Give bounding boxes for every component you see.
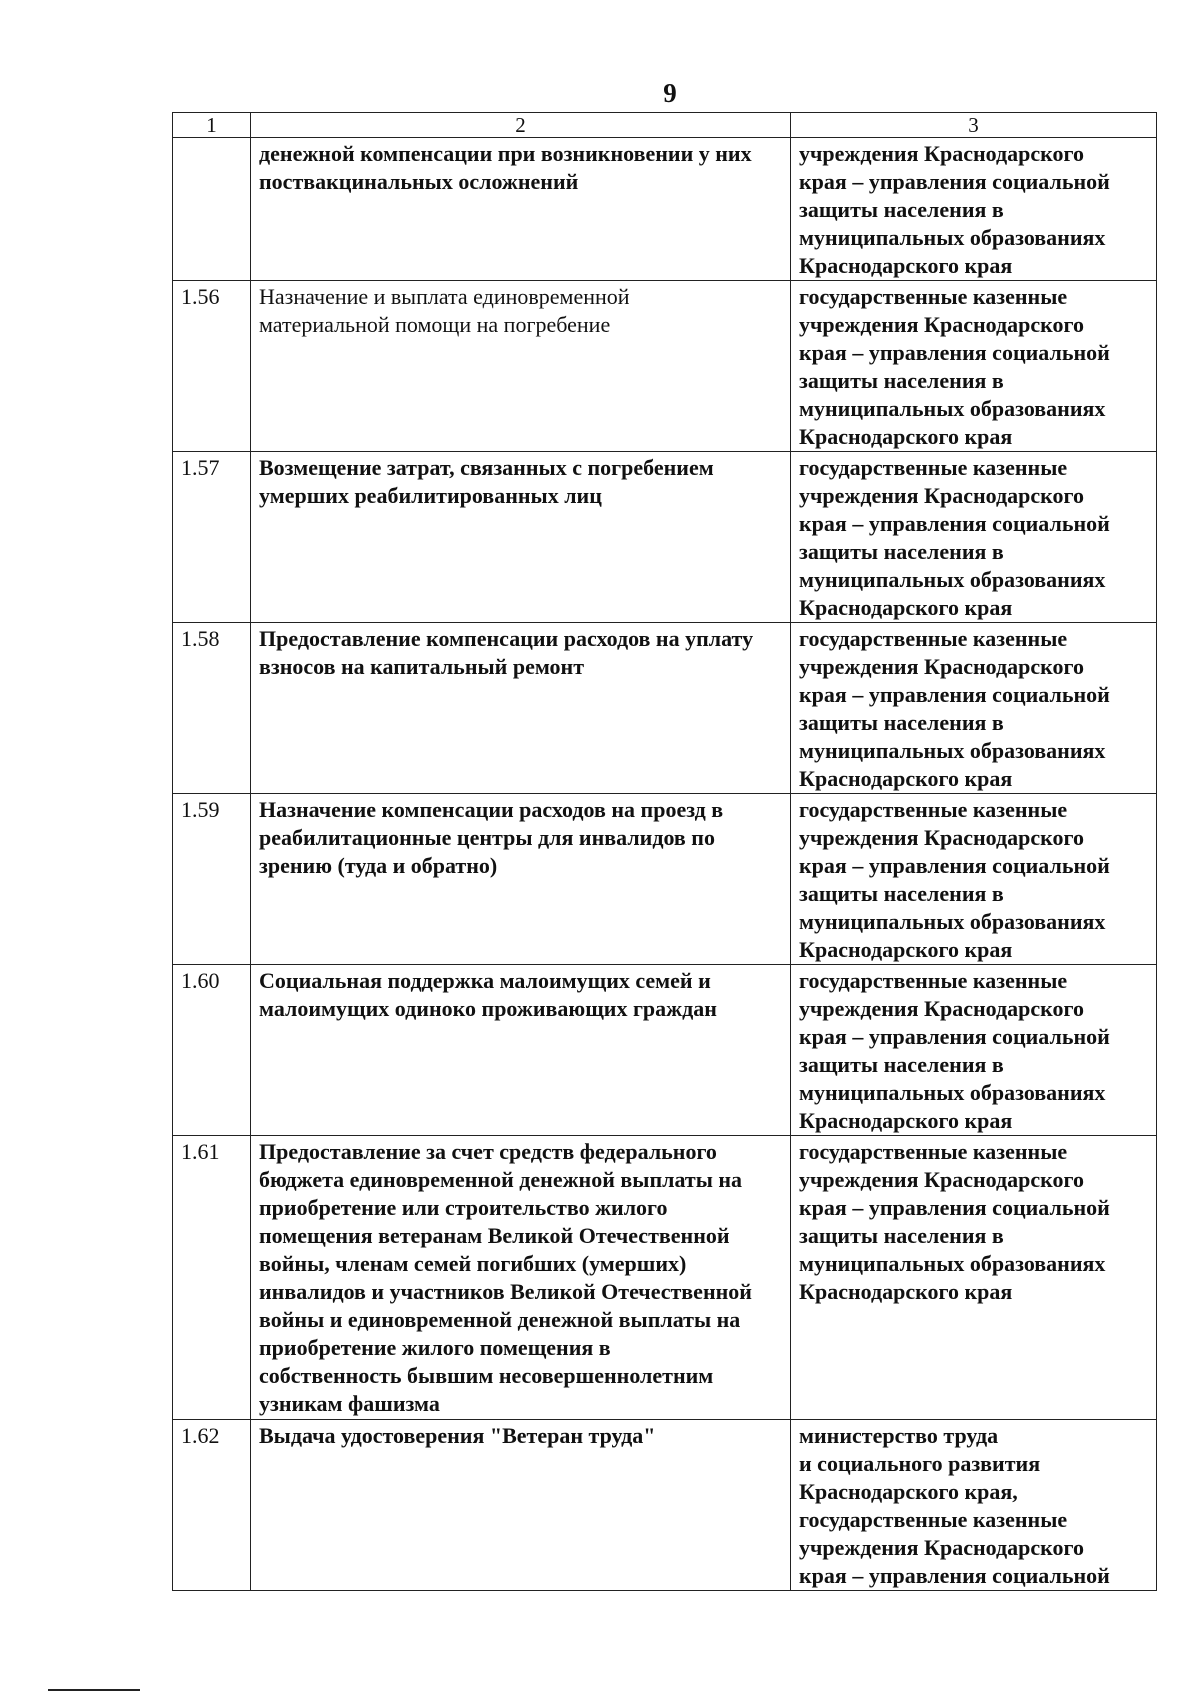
table-row [173,452,1157,623]
responsible-body: министерство труда и социального развития Краснодарского края, государственные казенные учреждения Краснодарского края – управления социальной [791,1420,1157,1591]
table-row [173,138,1157,281]
service-name: Возмещение затрат, связанных с погребением умерших реабилитированных лиц [251,452,791,623]
table-row [173,623,1157,794]
service-name: денежной компенсации при возникновении у них поствакцинальных осложнений [251,138,791,281]
service-name: Предоставление за счет средств федерального бюджета единовременной денежной выплаты на приобретение или строительство жилого помещения ветеранам Великой Отечественной войны, членам семей погибших (умерших) инвалидов и участников Великой Отечественной войны и единовременной денежной выплаты на приобретение жилого помещения в собственность бывшим несовершеннолетним узникам фашизма [251,1136,791,1420]
table-row [173,1136,1157,1420]
responsible-body: государственные казенные учреждения Краснодарского края – управления социальной защиты населения в муниципальных образованиях Краснодарского края [791,794,1157,965]
responsible-body: учреждения Краснодарского края – управления социальной защиты населения в муниципальных образованиях Краснодарского края [791,138,1157,281]
responsible-body: государственные казенные учреждения Краснодарского края – управления социальной защиты населения в муниципальных образованиях Краснодарского края [791,452,1157,623]
responsible-body: государственные казенные учреждения Краснодарского края – управления социальной защиты населения в муниципальных образованиях Краснодарского края [791,623,1157,794]
row-number: 1.60 [173,965,251,1136]
table-header-row [173,113,1157,138]
responsible-body: государственные казенные учреждения Краснодарского края – управления социальной защиты населения в муниципальных образованиях Краснодарского края [791,281,1157,452]
column-header-1: 1 [173,113,251,138]
responsible-body: государственные казенные учреждения Краснодарского края – управления социальной защиты населения в муниципальных образованиях Краснодарского края [791,1136,1157,1420]
service-name: Назначение и выплата единовременной материальной помощи на погребение [251,281,791,452]
responsible-body: государственные казенные учреждения Краснодарского края – управления социальной защиты населения в муниципальных образованиях Краснодарского края [791,965,1157,1136]
row-number [173,138,251,281]
row-number: 1.58 [173,623,251,794]
service-name: Социальная поддержка малоимущих семей и малоимущих одиноко проживающих граждан [251,965,791,1136]
service-name: Назначение компенсации расходов на проезд в реабилитационные центры для инвалидов по зрению (туда и обратно) [251,794,791,965]
column-header-3: 3 [791,113,1157,138]
table-row [173,794,1157,965]
row-number: 1.59 [173,794,251,965]
service-name: Предоставление компенсации расходов на уплату взносов на капитальный ремонт [251,623,791,794]
table-row [173,965,1157,1136]
row-number: 1.62 [173,1420,251,1591]
table-row [173,281,1157,452]
page-number: 9 [663,78,677,108]
footnote-rule [48,1689,140,1691]
row-number: 1.57 [173,452,251,623]
table-row [173,1420,1157,1591]
column-header-2: 2 [251,113,791,138]
services-table [172,112,1157,1591]
row-number: 1.61 [173,1136,251,1420]
service-name: Выдача удостоверения "Ветеран труда" [251,1420,791,1591]
row-number: 1.56 [173,281,251,452]
